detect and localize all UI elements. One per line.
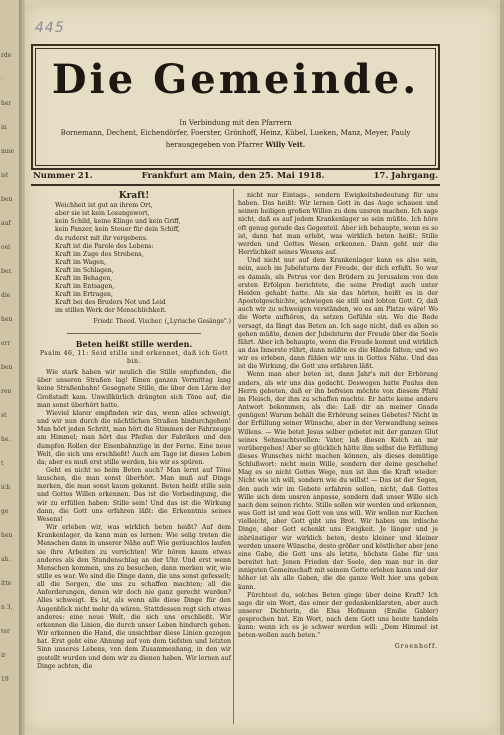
poem-line: kein Panzer, kein Steuer für dein Schiff, [55, 226, 180, 234]
previous-page-fragment: t [1, 460, 4, 467]
article-left-text [37, 369, 231, 671]
poem-body [37, 202, 231, 315]
previous-page-fragment: ge [1, 508, 9, 515]
issue-place-date: Frankfurt am Main, den 25. Mai 1918. [141, 171, 325, 181]
previous-page-fragment: ben [1, 364, 13, 371]
previous-page-fragment: ter [1, 628, 10, 635]
poem-line: du ruderst mit ihr vergebens. [55, 234, 148, 242]
poem-line: aber sie ist kein Losungswort, [55, 210, 150, 218]
previous-page-fragment: oel [1, 244, 11, 251]
article-paragraph: Geht es nicht so beim Beten auch? Man lernt auf Töne lauschen, die man sonst überhört. Man muß auf Dinge merken, die man sonst kaum gekannt. Beten heißt stille sein und Gottes Willen erkennen. Das ist die Vorbedingung, die wir zu erfüllen haben: Stille sein! Und das ist die Wirkung dann, die Gott uns erfahren läßt: die Erkenntnis seines Wesens! [37, 466, 231, 523]
issue-volume: 17. Jahrgang. [373, 171, 438, 181]
page-right-edge [500, 0, 504, 735]
right-column [238, 192, 438, 651]
article-psalm: Psalm 46, 11: Seid stille und erkennet, daß ich Gott bin. [39, 349, 229, 365]
previous-page-fragment: in [1, 124, 7, 131]
issue-rule-bottom [31, 184, 440, 186]
masthead-pastors: Bornemann, Dechent, Eichendörfer, Foerster, Grönhoff, Heinz, Kübel, Lueken, Manz, Meyer, Pauly [60, 129, 411, 137]
previous-page-fragment: ren [1, 388, 12, 395]
previous-page-fragment: · [1, 76, 3, 83]
previous-page-fragment: rde [1, 52, 12, 59]
article-paragraph: nicht nur Eintags-, sondern Ewigkeitsbedeutung für uns haben. Das heißt: Wir lernen Gott in das Auge schauen und seinen heiligen großen Willen zu dem unsren machen. Ich sage nicht, daß es auf jedem Krankenlager so sein müßte. Ich höre oft genug gerade das Gegenteil. Aber ich behaupte, wenn es so ist, dann hat man erlebt, was wirklich beten heißt: Stille werden und Gottes Wesen erkennen. Dann geht mir die Herrlichkeit seines Wesens auf. [238, 192, 438, 257]
previous-page-fragment: itte [1, 580, 12, 587]
poem-credit: Friedr. Theod. Vischer. („Lyrische Gesänge".) [93, 318, 231, 326]
editor-name: Willy Veit. [265, 140, 306, 149]
previous-page-fragment: her [1, 100, 12, 107]
previous-page-fragment: st [1, 412, 7, 419]
poem-line: Weichheit ist gut an ihrem Ort, [55, 202, 153, 210]
masthead-line-1: In Verbindung mit den Pfarrern [179, 119, 292, 127]
poem-line: kein Schild, keine Klinge und kein Griff, [55, 218, 181, 226]
poem-line: Kraft ist die Parole des Lebens: [55, 242, 154, 250]
previous-page-fragment: ben [1, 196, 13, 203]
article-paragraph: Wenn man aber beten ist, dann Jahr's mit der Erhörung anders, als wir uns das gedacht. Deswegen hatte Paulus den Herrn gebeten, daß er ihn befreien möchte von diesem Pfahl im Fleisch, der ihm zu schaffen machte. Er hatte keine andere Antwort bekommen, als die: Laß dir an meiner Gnade genügen! Warum behält die Erhörung seines Gebetes? Nicht in der Erfüllung seiner Wünsche, aber in der Verwandlung seines Willens. — Wie betet Jesus selber gebetet mit der ganzen Glut seines Sehnsuchtsvollen: Vater, laß diesen Kelch an mir vorübergehen! Aber so glücklich hätte ihm selbst die Erfüllung dieses Wunsches nicht machen können, als dieses demütige Schlußwort: nicht mein Wille, sondern der deine geschehe! Mag es so nicht Gottes Wege, nun ist ihm die Kraft wieder: Nicht wie ich will, sondern wie du willst! — Das ist der Segen, den auch wir im Gebete erfahren sollen, nicht, daß Gottes Wille sich dem unsren anpasse, sondern daß unser Wille sich nach dem seinen richte. Stille sollen wir werden und erkennen, was Gott ist und was Gott von uns will. Wir wollen nur Kuchen vielleicht, aber Gott gibt uns Brot. Wir haben um irdische Dinge, aber Gott schenkt uns Ewigkeit. Je länger und je inbrünstiger wir wirklich beten, desto kleiner und kleiner werden unsere Wünsche, desto größer und köstlicher aber jene eine Gabe, die Gott uns als letzte, höchste Gabe für uns bereitet hat: Jenen Frieden der Seele, den man nur in der innigsten Gemeinschaft mit seinem Gotte erleben kann und der höher ist als alle Gaben, die die ganze Welt hier uns geben kann. [238, 371, 439, 591]
article-paragraph: Wieviel klarer empfinden wir das, wenn alles schweigt, und wir nun durch die nächtlichen Straßen hindurchgehen! Man hört jeden Schritt, man hört die Stimmen der Fahrzeuge am Himmel; man hört das Pfeifen der Fabriken und den dumpfen Rollen der Eisenbahnzüge in der Ferne. Eine neue Welt, die sich uns erschließt! Auch am Tage ist dieses Leben da; aber es muß erst stille werden, bis wir es spüren. [37, 409, 231, 466]
poem-line: Kraft im Behagen, [55, 275, 113, 282]
previous-page-fragment: ber. [1, 268, 13, 275]
previous-page-fragment: auf [1, 220, 11, 227]
poem-line: Kraft im Entsagen, [55, 283, 115, 291]
left-column [37, 192, 231, 671]
column-divider [233, 189, 234, 724]
previous-page-fragment: he. [1, 436, 11, 443]
section-divider [67, 333, 201, 334]
poem-line: Kraft im Zuge des Strebens, [55, 250, 144, 258]
previous-page-fragment: ist [1, 172, 9, 179]
article-signature: Groenhoff. [394, 642, 438, 650]
poem-line: Kraft im Wagen, [55, 258, 106, 266]
poem-title: Kraft! [118, 191, 150, 201]
issue-line [33, 171, 438, 181]
editor-prefix: herausgegeben von Pfarrer [165, 141, 266, 149]
article-paragraph: Fürchtest du, solches Beten ginge über deine Kraft? Ich sage dir ein Wort, das einer der gedankenklarsten, aber auch unserer Dichterin, die Elsa Hofmann (Emilie Gabler) gesprochen hat. Ein Wort, nach dem Gott uns heute handeln kann: wenn ich es je schwer werden will: „Dem Himmel ist beten-wollen auch beten." [238, 591, 438, 640]
newspaper-page [25, 4, 500, 732]
article-paragraph: Wir erleben wir, was wirklich beten heißt? Auf dem Krankenlager, da kann man es lernen: Wie selig treten die Menschen dann in unserer Nähe auf! Wie geräuschlos laufen sie ihre Arbeiten zu verrichten! Wir hören kaum etwas anderes als den Stundenschlag an der Uhr. Und erst wenn Menschen kommen, uns zu besuchen, dann merken wir, wie stille es war. Wo sind die Dinge dann, die uns sonst gefesselt; all die Sorgen, die uns zu schaffen machten; all die Anforderungen, denen wir doch nie ganz gerecht wurden? Alles schweigt. Es ist, als wenn alle diese Dinge für den Augenblick nicht mehr da wären. Stattdessen regt sich etwas anderes: eine neue Welt, die sich uns erschließt. Wir erkennen die Linien, die durch unser Leben hindurch gehen. Wir erkennen die Hand, die unsichtbar diese Linien gezogen hat. Erst geht eine Ahnung auf von dem tiefsten und letzten Sinn unseres Lebens, von dem Zusammenhang, in den wir gestellt wurden und dem wir zu dienen haben. Wir lernen auf Dinge achten, die [37, 524, 231, 670]
masthead-editor [33, 140, 438, 150]
previous-page-fragment: mne [1, 148, 15, 155]
article-right-text [238, 192, 438, 641]
previous-page-fragment: ab. [1, 556, 11, 563]
previous-page-fragment: die [1, 292, 11, 299]
newspaper-title: Die Gemeinde. [51, 56, 420, 103]
previous-page-fragment: 19 [1, 676, 9, 683]
article-paragraph: Und nicht nur auf dem Krankenlager kann es also sein, nein, auch im Jubelsturm der Freude, der dich erfaßt. So war es damals, als Petrus vor den Brüdern zu Jerusalem von den ersten Erfolgen berichtete, die seine Predigt auch unter Heiden gehabt hatte. Als sie das hörten, heißt es in der Apostelgeschichte, schwiegen sie still und lobten Gott. O, daß auch wir zu schweigen verständen, wo es am Platze wäre! Wo die Worte aufhören, da setzen Gefühle ein. Wo die Rede versagt, da fängt das Beten an. Ich sage nicht, daß es allen so gehen müßte, denen der Jubelsturm der Freude über die Seele fährt. Aber ich behaupte, wenn die Freude kommt und wirklich an das Innerste rührt, dann müßte es die Hände falten; und wo wir es erleben, dann fühlen wir uns in Gottes Nähe. Und das ist die Wirkung, die Gott uns erfahren läßt. [238, 257, 438, 371]
article-paragraph: Wie stark haben wir neulich die Stille empfunden, die über unseren Straßen lag! Einen ganzen Vormittag lang keine Straßenbahn! Gesegnete Stille, die über den Lärm der Großstadt kam. Unwillkürlich drängten sich Töne auf, die man sonst überhört hatte. [37, 369, 231, 409]
previous-page-fragment: err [1, 340, 11, 347]
poem-line: Kraft im Schlagen, [55, 266, 114, 274]
poem-line: Kraft bei des Bruders Not und Leid [55, 299, 166, 307]
masthead [31, 44, 440, 170]
previous-page-fragment: ich [1, 484, 11, 491]
issue-number: Nummer 21. [33, 171, 93, 181]
previous-page-fragment: ir [1, 652, 6, 659]
poem-line: im stillen Werk der Menschlichkeit. [55, 307, 167, 315]
issue-rule-top [31, 169, 440, 170]
handwritten-page-number: 445 [35, 20, 65, 36]
previous-page-edge [0, 0, 20, 735]
poem-line: Kraft im Ertragen, [55, 291, 114, 299]
previous-page-fragment: hen [1, 316, 13, 323]
previous-page-fragment: hen [1, 532, 13, 539]
previous-page-fragment: n 3, [1, 604, 13, 611]
article-title: Beten heißt stille werden. [75, 338, 193, 349]
